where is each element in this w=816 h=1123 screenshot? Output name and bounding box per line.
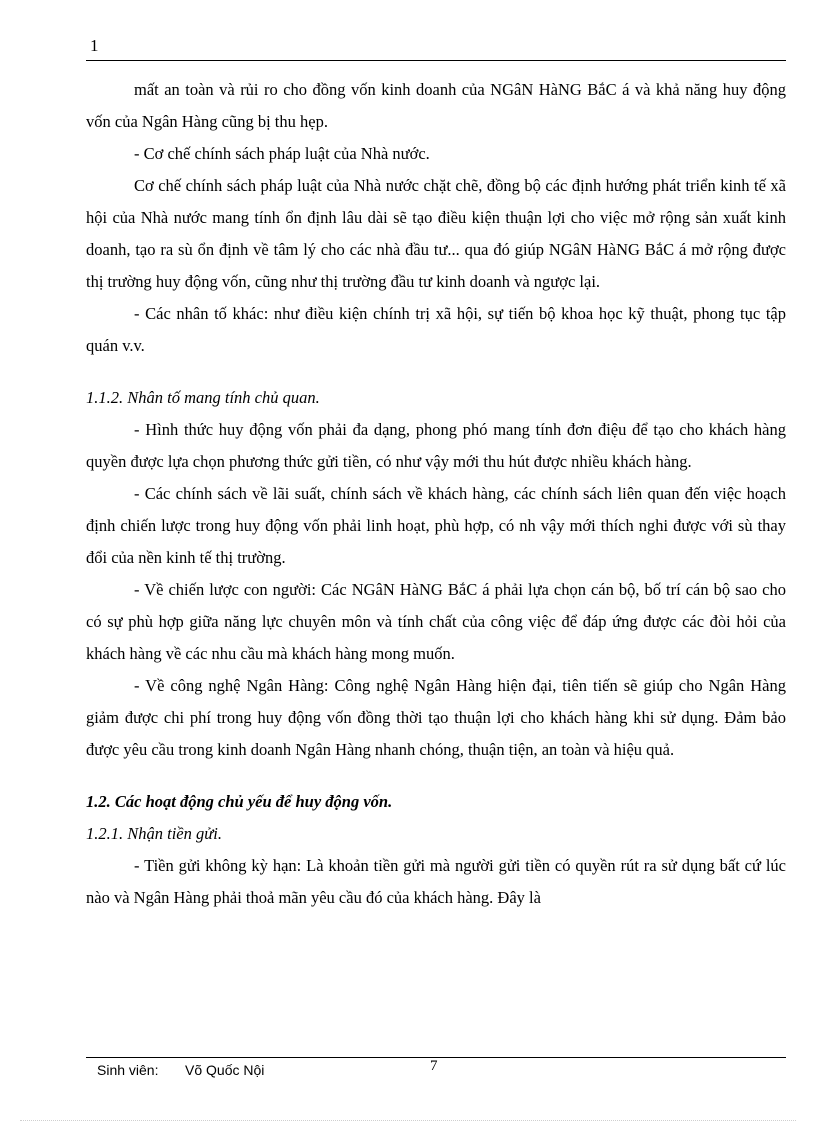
paragraph: - Tiền gửi không kỳ hạn: Là khoản tiền gửi mà người gửi tiền có quyền rút ra sử dụng bất cứ lúc nào và Ngân Hàng phải thoả mãn yêu cầu đó của khách hàng. Đây là — [86, 856, 786, 907]
paragraph: - Các chính sách về lãi suất, chính sách về khách hàng, các chính sách liên quan đến việc hoạch định chiến lược trong huy động vốn phải linh hoạt, phù hợp, có nh vậy mới thích nghi được với sù thay đổi của nền kinh tế thị trường. — [86, 484, 786, 567]
paragraph: - Về chiến lược con người: Các NGâN HàNG BắC á phải lựa chọn cán bộ, bố trí cán bộ sao cho có sự phù hợp giữa năng lực chuyên môn và tính chất của công việc để đáp ứng được các đòi hỏi của khách hàng về các nhu cầu mà khách hàng mong muốn. — [86, 580, 786, 663]
footer-student-name: Võ Quốc Nội — [185, 1062, 265, 1078]
section-heading: 1.1.2. Nhân tố mang tính chủ quan. — [86, 388, 320, 407]
page-edge-divider — [20, 1120, 796, 1121]
paragraph: - Các nhân tố khác: như điều kiện chính trị xã hội, sự tiến bộ khoa học kỹ thuật, phong tục tập quán v.v. — [86, 304, 786, 355]
subsection-heading: 1.2.1. Nhận tiền gửi. — [86, 824, 222, 843]
spacer — [86, 362, 786, 382]
header-page-number: 1 — [90, 36, 99, 55]
footer-student-label: Sinh viên: — [97, 1062, 159, 1078]
footer-page-number: 7 — [430, 1058, 438, 1074]
section-heading-bold: 1.2. Các hoạt động chủ yếu để huy động vốn. — [86, 792, 393, 811]
paragraph: - Hình thức huy động vốn phải đa dạng, phong phó mang tính đơn điệu để tạo cho khách hàng quyền được lựa chọn phương thức gửi tiền, có như vậy mới thu hút được nhiều khách hàng. — [86, 420, 786, 471]
header-rule — [86, 60, 786, 61]
spacer — [86, 766, 786, 786]
paragraph: Cơ chế chính sách pháp luật của Nhà nước chặt chẽ, đồng bộ các định hướng phát triển kinh tế xã hội của Nhà nước mang tính ổn định lâu dài sẽ tạo điều kiện thuận lợi cho việc mở rộng sản xuất kinh doanh, tạo ra sù ổn định về tâm lý cho các nhà đầu tư... qua đó giúp NGâN HàNG BắC á mở rộng được thị trường huy động vốn, cũng như thị trường đầu tư kinh doanh và ngược lại. — [86, 176, 786, 291]
paragraph: mất an toàn và rủi ro cho đồng vốn kinh doanh của NGâN HàNG BắC á và khả năng huy động vốn của Ngân Hàng cũng bị thu hẹp. — [86, 80, 786, 131]
document-body — [86, 74, 786, 914]
paragraph: - Về công nghệ Ngân Hàng: Công nghệ Ngân Hàng hiện đại, tiên tiến sẽ giúp cho Ngân Hàng giảm được chi phí trong huy động vốn đồng thời tạo thuận lợi cho khách hàng khi sử dụng. Đảm bảo được yêu cầu trong kinh doanh Ngân Hàng nhanh chóng, thuận tiện, an toàn và hiệu quả. — [86, 676, 786, 759]
paragraph: - Cơ chế chính sách pháp luật của Nhà nước. — [134, 144, 430, 163]
